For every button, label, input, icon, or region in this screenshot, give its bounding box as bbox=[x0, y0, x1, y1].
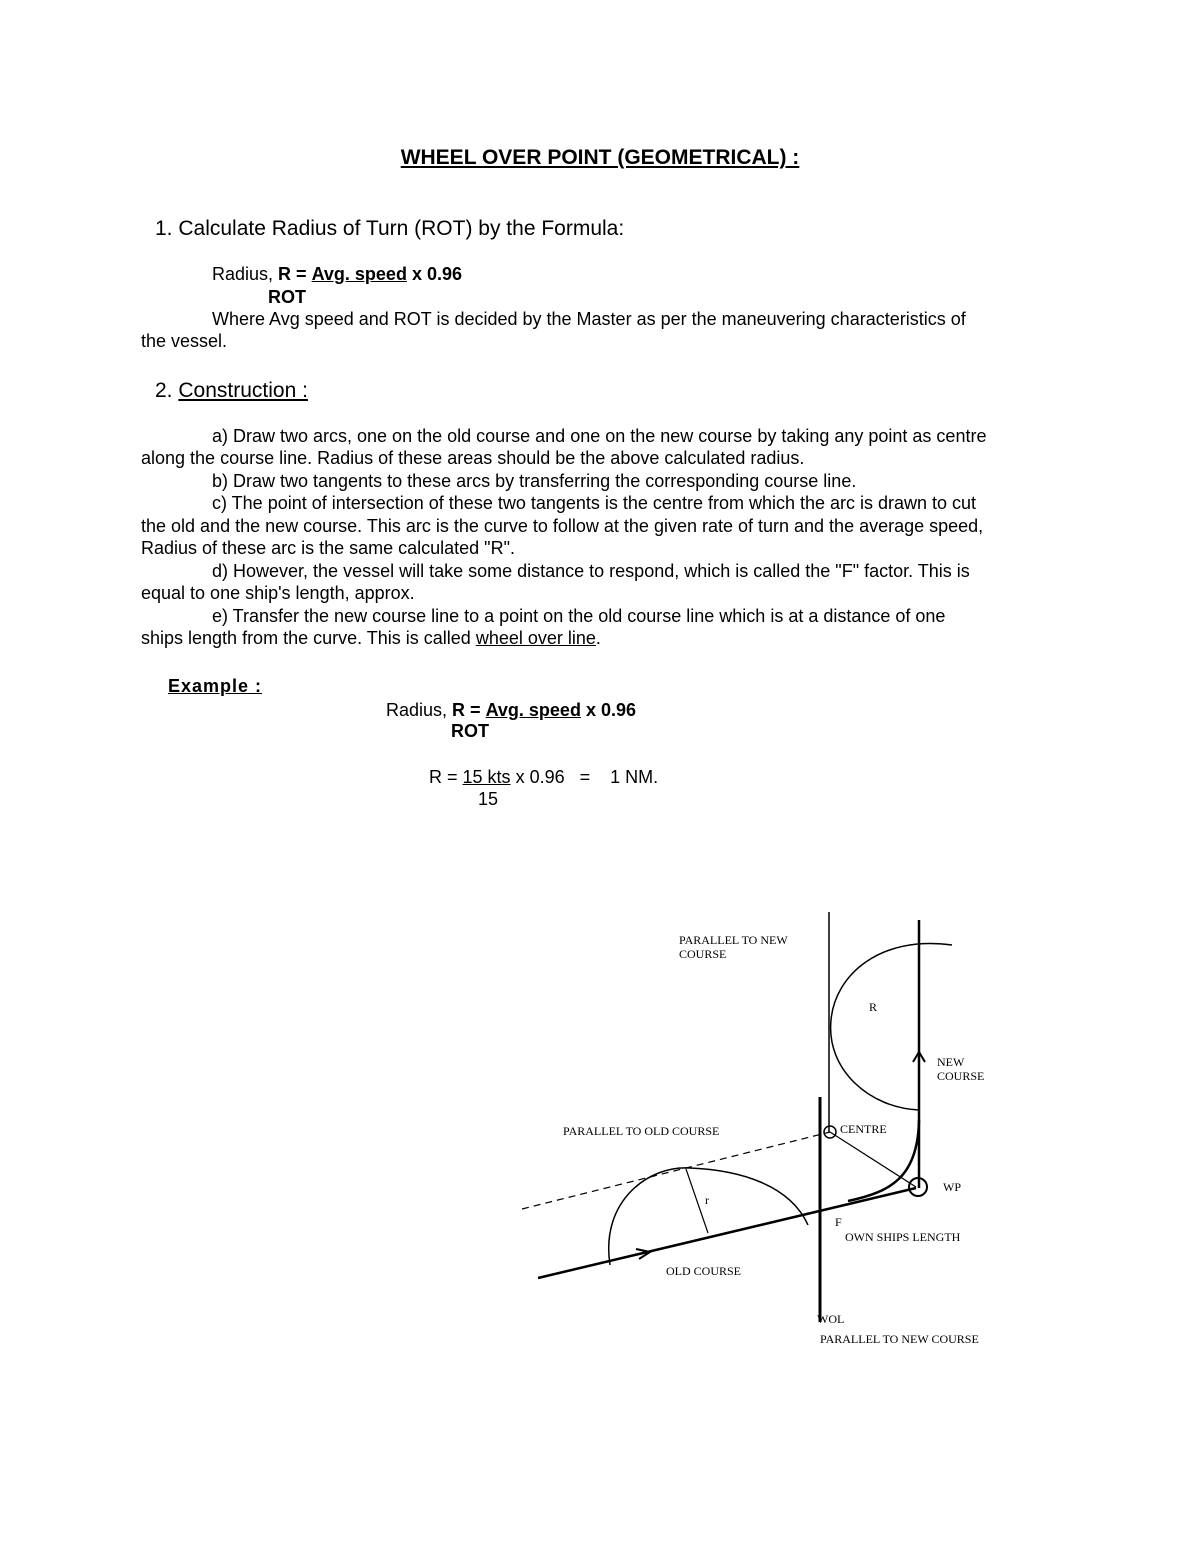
example-calc-numerator: 15 kts bbox=[462, 767, 511, 787]
construction-line-c-cont1: the old and the new course. This arc is the curve to follow at the given rate of turn and the average speed, bbox=[141, 516, 984, 536]
example-calculation bbox=[429, 767, 658, 788]
example-label: Example : bbox=[168, 676, 263, 696]
construction-line-a-cont: along the course line. Radius of these areas should be the above calculated radius. bbox=[141, 448, 805, 468]
label-radius-top: R bbox=[869, 1000, 878, 1014]
label-old-course: OLD COURSE bbox=[666, 1264, 742, 1278]
new-course-arc bbox=[831, 943, 952, 1110]
parallel-old-course-line bbox=[522, 1132, 830, 1209]
construction-line-e: e) Transfer the new course line to a point on the old course line which is at a distance of one bbox=[212, 606, 946, 626]
label-radius-bottom: r bbox=[705, 1193, 709, 1207]
label-parallel-new-course-bottom: PARALLEL TO NEW COURSE bbox=[820, 1332, 979, 1346]
step1-heading: 1. Calculate Radius of Turn (ROT) by the Formula: bbox=[155, 217, 625, 240]
example-formula-numerator: Avg. speed bbox=[485, 700, 581, 720]
construction-line-c: c) The point of intersection of these two tangents is the centre from which the arc is drawn to cut bbox=[212, 493, 977, 513]
step2-heading-number: 2. bbox=[155, 379, 173, 402]
construction-line-d: d) However, the vessel will take some distance to respond, which is called the "F" factor. This is bbox=[212, 561, 970, 581]
centre-to-wp-line bbox=[830, 1132, 916, 1187]
construction-line-c-cont2: Radius of these arc is the same calculated "R". bbox=[141, 538, 515, 558]
label-wol: WOL bbox=[817, 1312, 845, 1326]
wheel-over-line-term: wheel over line bbox=[475, 628, 596, 648]
example-calc-rest: x 0.96 = 1 NM. bbox=[515, 767, 659, 787]
label-centre: CENTRE bbox=[840, 1122, 887, 1136]
formula-denominator: ROT bbox=[268, 287, 306, 307]
formula-r: R = bbox=[278, 264, 307, 284]
step2-heading-label: Construction : bbox=[178, 379, 308, 402]
example-formula-prefix: Radius, bbox=[386, 700, 448, 720]
step1-formula bbox=[212, 264, 462, 285]
label-parallel-new-course-top-1: PARALLEL TO NEW bbox=[679, 933, 788, 947]
step1-note-line1: Where Avg speed and ROT is decided by the Master as per the maneuvering characteristics of bbox=[212, 309, 966, 329]
example-formula-r: R = bbox=[452, 700, 481, 720]
construction-last-prefix: ships length from the curve. This is called bbox=[141, 628, 471, 648]
step1-note-line2: the vessel. bbox=[141, 331, 228, 351]
label-new-course-2: COURSE bbox=[937, 1069, 985, 1083]
example-calc-denominator: 15 bbox=[478, 789, 499, 809]
label-parallel-old-course: PARALLEL TO OLD COURSE bbox=[563, 1124, 720, 1138]
construction-line-a: a) Draw two arcs, one on the old course and one on the new course by taking any point as centre bbox=[212, 426, 987, 446]
formula-multiplier: x 0.96 bbox=[411, 264, 463, 284]
construction-line-e-cont bbox=[141, 628, 601, 649]
step2-heading bbox=[155, 379, 308, 403]
construction-line-b: b) Draw two tangents to these arcs by transferring the corresponding course line. bbox=[212, 471, 857, 491]
label-wp: WP bbox=[943, 1180, 961, 1194]
label-parallel-new-course-top-2: COURSE bbox=[679, 947, 727, 961]
label-f: F bbox=[835, 1215, 842, 1229]
construction-line-d-cont: equal to one ship's length, approx. bbox=[141, 583, 415, 603]
construction-last-suffix: . bbox=[595, 628, 601, 648]
example-formula bbox=[386, 700, 636, 721]
example-calc-prefix: R = bbox=[429, 767, 458, 787]
example-formula-multiplier: x 0.96 bbox=[585, 700, 637, 720]
page-title: WHEEL OVER POINT (GEOMETRICAL) : bbox=[400, 146, 800, 169]
example-formula-denominator: ROT bbox=[451, 721, 489, 741]
formula-numerator: Avg. speed bbox=[311, 264, 407, 284]
label-own-ships-length: OWN SHIPS LENGTH bbox=[845, 1230, 961, 1244]
wheel-over-diagram bbox=[510, 905, 1030, 1355]
formula-prefix: Radius, bbox=[212, 264, 274, 284]
label-new-course-1: NEW bbox=[937, 1055, 965, 1069]
